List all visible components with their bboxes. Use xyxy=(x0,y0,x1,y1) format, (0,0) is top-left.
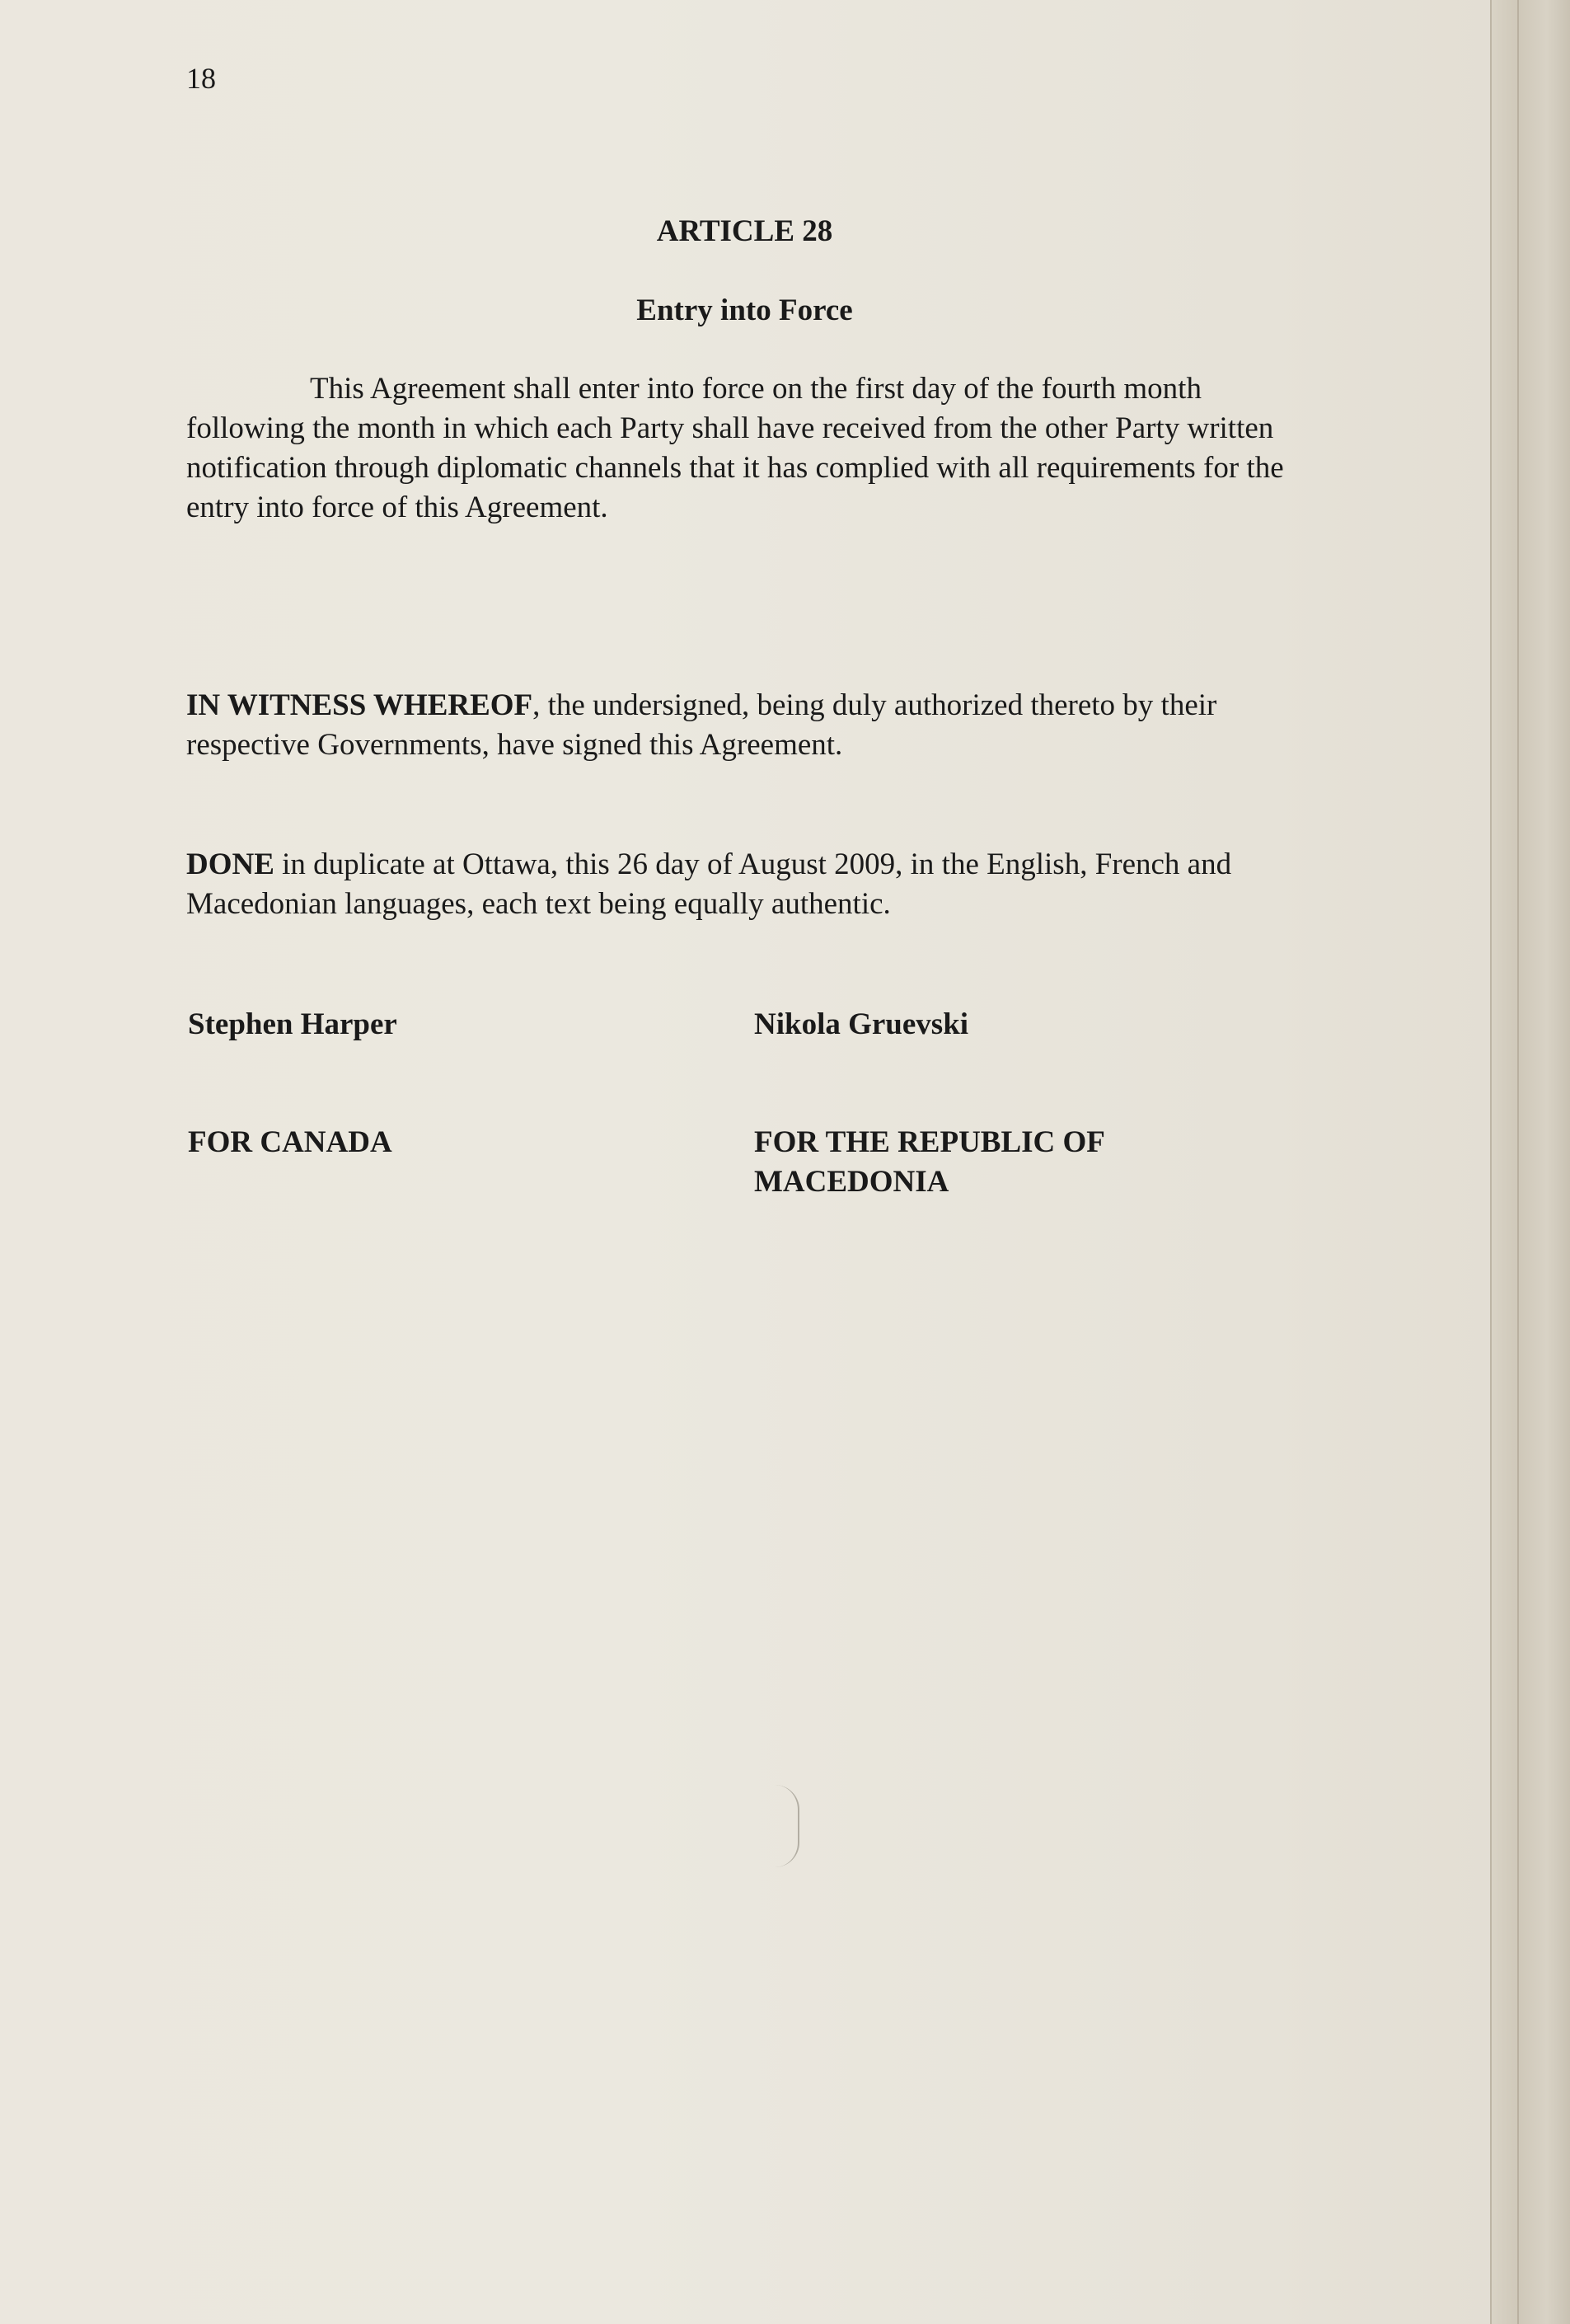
done-text: in duplicate at Ottawa, this 26 day of August 2009, in the English, French and Macedonian languages, each text being equally authentic. xyxy=(186,847,1232,921)
signatory-party-right: FOR THE REPUBLIC OF MACEDONIA xyxy=(754,1125,1104,1199)
page-number: 18 xyxy=(186,62,216,95)
witness-paragraph xyxy=(186,686,1312,765)
done-paragraph xyxy=(186,845,1312,924)
article-heading: ARTICLE 28 xyxy=(656,214,833,248)
article-subtitle: Entry into Force xyxy=(636,293,853,327)
pencil-mark xyxy=(775,1785,799,1867)
signatory-party-left: FOR CANADA xyxy=(188,1125,392,1159)
signatory-name-right: Nikola Gruevski xyxy=(754,1007,969,1041)
page-edge xyxy=(1490,0,1570,2324)
signatory-name-left: Stephen Harper xyxy=(188,1007,397,1041)
entry-into-force-paragraph: This Agreement shall enter into force on the first day of the fourth month following the month in which each Party shall have received from the other Party written notification through diplomatic channels that it has complied with all requirements for the entry into force of this Agreement. xyxy=(186,372,1284,524)
binding-fold xyxy=(1517,0,1519,2324)
witness-text: , the undersigned, being duly authorized thereto by their respective Governments, have signed this Agreement. xyxy=(186,688,1217,762)
witness-lead: IN WITNESS WHEREOF xyxy=(186,688,533,722)
done-lead: DONE xyxy=(186,847,274,881)
